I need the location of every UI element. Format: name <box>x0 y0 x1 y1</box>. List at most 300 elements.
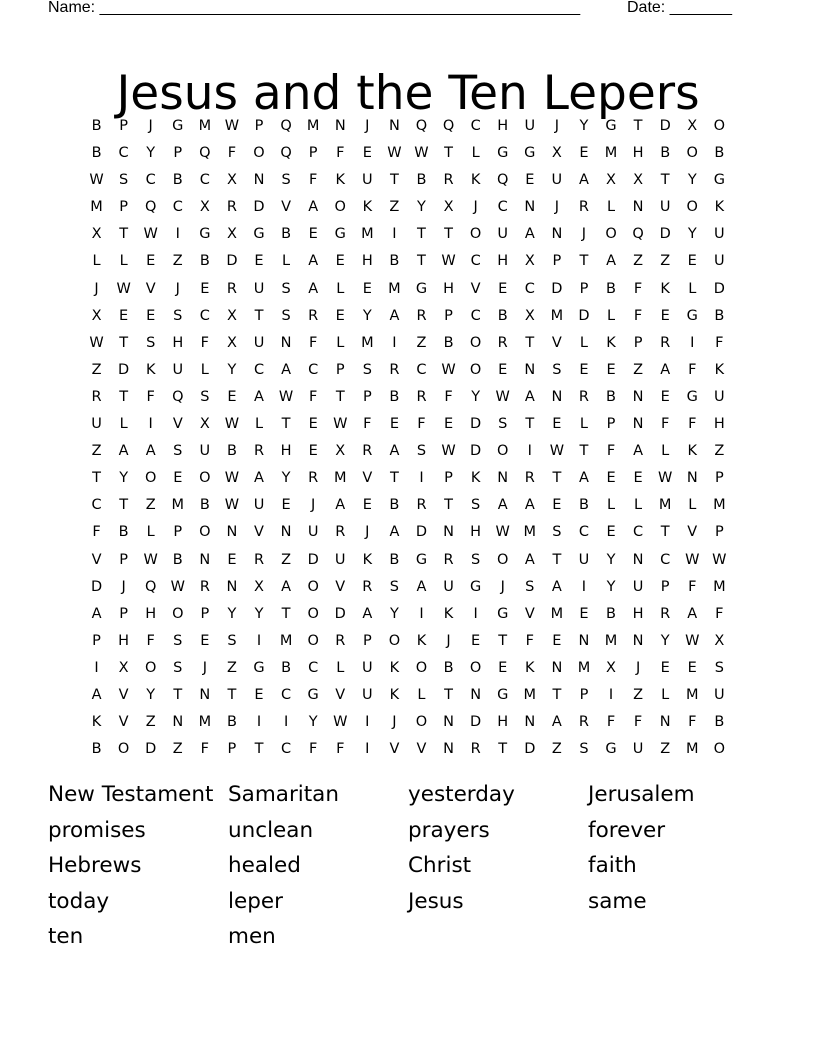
grid-letter[interactable]: Q <box>442 118 455 134</box>
grid-letter[interactable]: N <box>470 686 482 703</box>
grid-letter[interactable]: E <box>200 632 210 649</box>
grid-letter[interactable]: G <box>497 605 509 622</box>
grid-letter[interactable]: L <box>119 416 128 433</box>
grid-letter[interactable]: N <box>199 551 211 568</box>
grid-letter[interactable]: W <box>441 361 456 378</box>
grid-letter[interactable]: A <box>308 199 319 216</box>
grid-letter[interactable]: B <box>714 145 725 162</box>
grid-letter[interactable]: R <box>335 524 346 541</box>
grid-letter[interactable]: F <box>146 388 155 405</box>
grid-letter[interactable]: F <box>688 714 697 731</box>
grid-letter[interactable]: N <box>632 388 644 405</box>
grid-letter[interactable]: F <box>606 714 616 731</box>
grid-letter[interactable]: A <box>633 443 644 460</box>
grid-letter[interactable]: F <box>444 388 453 405</box>
grid-letter[interactable]: F <box>336 741 345 758</box>
grid-letter[interactable]: A <box>308 280 319 297</box>
grid-letter[interactable]: S <box>471 551 481 568</box>
grid-letter[interactable]: E <box>254 686 264 703</box>
grid-letter[interactable]: C <box>416 361 427 378</box>
grid-letter[interactable]: L <box>688 497 697 514</box>
grid-letter[interactable]: B <box>578 497 589 514</box>
grid-letter[interactable]: I <box>392 334 397 351</box>
grid-letter[interactable]: I <box>690 334 695 351</box>
grid-letter[interactable]: P <box>119 199 128 216</box>
grid-letter[interactable]: U <box>253 334 265 351</box>
grid-letter[interactable]: X <box>226 334 237 351</box>
grid-letter[interactable]: O <box>172 605 184 622</box>
grid-letter[interactable]: B <box>118 524 129 541</box>
grid-letter[interactable]: C <box>281 686 292 703</box>
grid-letter[interactable]: W <box>278 388 294 405</box>
grid-letter[interactable]: B <box>226 443 237 460</box>
grid-letter[interactable]: U <box>714 388 725 405</box>
grid-letter[interactable]: K <box>91 714 102 731</box>
grid-letter[interactable]: Z <box>281 551 292 568</box>
grid-letter[interactable]: G <box>713 172 725 189</box>
grid-letter[interactable]: I <box>581 578 587 595</box>
grid-letter[interactable]: L <box>282 253 291 270</box>
grid-letter[interactable]: U <box>659 199 671 216</box>
grid-letter[interactable]: W <box>414 145 429 162</box>
grid-letter[interactable]: S <box>389 578 399 595</box>
grid-letter[interactable]: R <box>416 307 427 324</box>
grid-letter[interactable]: W <box>224 416 240 433</box>
grid-letter[interactable]: B <box>389 497 400 514</box>
grid-letter[interactable]: X <box>199 199 210 216</box>
grid-letter[interactable]: W <box>143 551 158 568</box>
grid-letter[interactable]: H <box>713 416 725 433</box>
grid-letter[interactable]: P <box>119 118 128 134</box>
grid-letter[interactable]: A <box>524 226 535 243</box>
grid-letter[interactable]: T <box>633 118 643 134</box>
grid-letter[interactable]: D <box>226 253 238 270</box>
grid-letter[interactable]: U <box>578 551 590 568</box>
grid-letter[interactable]: G <box>307 686 319 703</box>
grid-letter[interactable]: S <box>281 172 291 189</box>
grid-letter[interactable]: V <box>416 741 427 758</box>
grid-letter[interactable]: E <box>200 280 210 297</box>
grid-letter[interactable]: K <box>470 470 481 487</box>
grid-letter[interactable]: B <box>226 714 237 731</box>
grid-letter[interactable]: L <box>336 334 345 351</box>
grid-letter[interactable]: T <box>119 334 129 351</box>
grid-letter[interactable]: P <box>227 741 237 758</box>
grid-letter[interactable]: T <box>498 741 508 758</box>
grid-letter[interactable]: W <box>712 551 727 568</box>
grid-letter[interactable]: N <box>632 632 644 649</box>
grid-letter[interactable]: Z <box>660 741 671 758</box>
grid-letter[interactable]: P <box>714 524 724 541</box>
grid-letter[interactable]: W <box>495 388 510 405</box>
grid-letter[interactable]: R <box>497 334 508 351</box>
grid-letter[interactable]: N <box>524 199 536 216</box>
grid-letter[interactable]: F <box>688 416 697 433</box>
grid-letter[interactable]: R <box>524 470 535 487</box>
grid-letter[interactable]: K <box>525 659 535 676</box>
grid-letter[interactable]: B <box>660 145 671 162</box>
grid-letter[interactable]: S <box>498 416 508 433</box>
grid-letter[interactable]: L <box>606 199 616 216</box>
grid-letter[interactable]: E <box>227 551 237 568</box>
grid-letter[interactable]: D <box>551 280 563 297</box>
grid-letter[interactable]: P <box>579 280 589 297</box>
grid-letter[interactable]: R <box>308 470 319 487</box>
grid-letter[interactable]: G <box>253 226 265 243</box>
grid-letter[interactable]: Z <box>551 741 562 758</box>
grid-letter[interactable]: U <box>362 659 373 676</box>
grid-letter[interactable]: C <box>470 253 481 270</box>
grid-letter[interactable]: O <box>713 741 726 758</box>
grid-letter[interactable]: C <box>172 199 183 216</box>
grid-letter[interactable]: R <box>335 632 346 649</box>
grid-letter[interactable]: X <box>714 632 725 649</box>
grid-letter[interactable]: G <box>172 118 184 134</box>
grid-letter[interactable]: B <box>199 253 210 270</box>
grid-letter[interactable]: P <box>173 145 183 162</box>
grid-letter[interactable]: A <box>497 497 508 514</box>
grid-letter[interactable]: Z <box>660 253 671 270</box>
grid-letter[interactable]: M <box>171 497 185 514</box>
grid-letter[interactable]: X <box>524 307 535 324</box>
grid-letter[interactable]: X <box>524 253 535 270</box>
grid-letter[interactable]: T <box>552 551 562 568</box>
grid-letter[interactable]: C <box>470 307 481 324</box>
grid-letter[interactable]: U <box>714 253 725 270</box>
grid-letter[interactable]: V <box>172 416 183 433</box>
grid-letter[interactable]: A <box>524 551 535 568</box>
grid-letter[interactable]: Z <box>714 443 725 460</box>
grid-letter[interactable]: U <box>632 741 644 758</box>
grid-letter[interactable]: S <box>281 280 291 297</box>
grid-letter[interactable]: S <box>552 524 562 541</box>
grid-letter[interactable]: M <box>333 470 347 487</box>
grid-letter[interactable]: L <box>119 253 128 270</box>
grid-letter[interactable]: T <box>525 416 535 433</box>
grid-letter[interactable]: Q <box>280 145 292 162</box>
grid-letter[interactable]: Y <box>227 361 237 378</box>
grid-letter[interactable]: T <box>579 443 589 460</box>
grid-letter[interactable]: F <box>200 741 210 758</box>
grid-letter[interactable]: S <box>362 361 372 378</box>
grid-letter[interactable]: W <box>685 551 700 568</box>
grid-letter[interactable]: A <box>335 497 346 514</box>
grid-letter[interactable]: H <box>470 524 482 541</box>
grid-letter[interactable]: R <box>578 714 589 731</box>
grid-letter[interactable]: G <box>415 551 428 568</box>
grid-letter[interactable]: W <box>116 280 131 297</box>
grid-letter[interactable]: S <box>200 388 210 405</box>
grid-letter[interactable]: P <box>92 632 101 649</box>
grid-letter[interactable]: B <box>443 334 454 351</box>
grid-letter[interactable]: G <box>253 659 265 676</box>
grid-letter[interactable]: U <box>497 226 509 243</box>
grid-letter[interactable]: K <box>362 551 373 568</box>
grid-letter[interactable]: A <box>118 443 129 460</box>
grid-letter[interactable]: R <box>253 443 265 460</box>
grid-letter[interactable]: T <box>444 145 453 162</box>
grid-letter[interactable]: S <box>227 632 237 649</box>
grid-letter[interactable]: A <box>687 605 698 622</box>
grid-letter[interactable]: E <box>687 659 697 676</box>
grid-letter[interactable]: N <box>334 118 346 134</box>
grid-letter[interactable]: E <box>308 416 318 433</box>
grid-letter[interactable]: L <box>661 686 670 703</box>
grid-letter[interactable]: W <box>143 226 158 243</box>
grid-letter[interactable]: M <box>604 145 618 162</box>
grid-letter[interactable]: V <box>91 551 102 568</box>
grid-letter[interactable]: O <box>199 470 211 487</box>
grid-letter[interactable]: J <box>554 118 559 134</box>
grid-letter[interactable]: L <box>417 686 426 703</box>
grid-letter[interactable]: F <box>661 416 670 433</box>
grid-letter[interactable]: M <box>198 118 212 134</box>
grid-letter[interactable]: M <box>361 226 374 243</box>
grid-letter[interactable]: E <box>308 226 318 243</box>
grid-letter[interactable]: Y <box>606 578 616 595</box>
grid-letter[interactable]: C <box>199 172 210 189</box>
grid-letter[interactable]: N <box>551 659 563 676</box>
grid-letter[interactable]: Y <box>146 145 156 162</box>
grid-letter[interactable]: Y <box>281 470 291 487</box>
grid-letter[interactable]: W <box>89 334 104 351</box>
grid-letter[interactable]: F <box>92 524 101 541</box>
grid-letter[interactable]: U <box>91 416 102 433</box>
grid-letter[interactable]: R <box>578 199 589 216</box>
grid-letter[interactable]: O <box>307 605 319 622</box>
grid-letter[interactable]: W <box>441 253 456 270</box>
grid-letter[interactable]: J <box>635 659 641 676</box>
grid-letter[interactable]: P <box>200 605 210 622</box>
grid-letter[interactable]: M <box>523 686 537 703</box>
grid-letter[interactable]: F <box>525 632 534 649</box>
grid-letter[interactable]: Y <box>687 172 697 189</box>
grid-letter[interactable]: M <box>658 497 672 514</box>
grid-letter[interactable]: Q <box>199 145 211 162</box>
grid-letter[interactable]: H <box>172 334 184 351</box>
grid-letter[interactable]: L <box>200 361 209 378</box>
grid-letter[interactable]: P <box>308 145 318 162</box>
grid-letter[interactable]: W <box>89 172 104 189</box>
grid-letter[interactable]: D <box>578 307 590 324</box>
grid-letter[interactable]: L <box>579 416 588 433</box>
grid-letter[interactable]: J <box>581 226 587 243</box>
grid-letter[interactable]: T <box>660 524 670 541</box>
grid-letter[interactable]: T <box>498 632 508 649</box>
grid-letter[interactable]: C <box>145 172 156 189</box>
grid-letter[interactable]: E <box>335 307 345 324</box>
grid-letter[interactable]: B <box>416 172 427 189</box>
grid-letter[interactable]: M <box>604 632 618 649</box>
grid-letter[interactable]: S <box>579 741 589 758</box>
grid-letter[interactable]: T <box>254 741 264 758</box>
grid-letter[interactable]: M <box>388 280 401 297</box>
grid-letter[interactable]: N <box>226 524 238 541</box>
grid-letter[interactable]: B <box>172 551 183 568</box>
grid-letter[interactable]: O <box>497 443 509 460</box>
grid-letter[interactable]: Q <box>497 172 509 189</box>
grid-letter[interactable]: V <box>254 524 264 541</box>
grid-letter[interactable]: V <box>389 741 400 758</box>
grid-letter[interactable]: F <box>200 334 210 351</box>
grid-letter[interactable]: R <box>91 388 102 405</box>
grid-letter[interactable]: R <box>470 741 481 758</box>
grid-letter[interactable]: P <box>606 416 616 433</box>
grid-letter[interactable]: L <box>634 497 643 514</box>
grid-letter[interactable]: F <box>633 714 643 731</box>
grid-letter[interactable]: J <box>554 199 559 216</box>
grid-letter[interactable]: K <box>145 361 156 378</box>
grid-letter[interactable]: F <box>688 578 697 595</box>
grid-letter[interactable]: W <box>685 632 700 649</box>
grid-letter[interactable]: Q <box>144 578 157 595</box>
grid-letter[interactable]: O <box>469 334 482 351</box>
grid-letter[interactable]: U <box>714 686 725 703</box>
grid-letter[interactable]: T <box>119 497 129 514</box>
grid-letter[interactable]: F <box>417 416 426 433</box>
grid-letter[interactable]: D <box>659 118 671 134</box>
grid-letter[interactable]: E <box>498 361 508 378</box>
grid-letter[interactable]: R <box>660 334 671 351</box>
grid-letter[interactable]: S <box>173 632 183 649</box>
grid-letter[interactable]: T <box>389 470 399 487</box>
grid-letter[interactable]: E <box>146 253 156 270</box>
grid-letter[interactable]: O <box>469 226 482 243</box>
grid-letter[interactable]: T <box>660 172 670 189</box>
grid-letter[interactable]: I <box>365 714 370 731</box>
grid-letter[interactable]: Z <box>416 334 427 351</box>
grid-letter[interactable]: H <box>497 714 509 731</box>
grid-letter[interactable]: B <box>606 605 616 622</box>
grid-letter[interactable]: S <box>416 443 427 460</box>
grid-letter[interactable]: T <box>417 253 426 270</box>
grid-letter[interactable]: F <box>715 334 724 351</box>
grid-letter[interactable]: J <box>121 578 126 595</box>
grid-letter[interactable]: A <box>91 686 102 703</box>
grid-letter[interactable]: O <box>415 714 428 731</box>
grid-letter[interactable]: V <box>470 280 481 297</box>
grid-letter[interactable]: T <box>335 388 345 405</box>
grid-letter[interactable]: O <box>605 226 617 243</box>
grid-letter[interactable]: O <box>713 118 726 134</box>
grid-letter[interactable]: R <box>389 361 400 378</box>
grid-letter[interactable]: R <box>253 551 265 568</box>
grid-letter[interactable]: P <box>660 578 670 595</box>
grid-letter[interactable]: N <box>632 199 644 216</box>
grid-letter[interactable]: E <box>660 388 670 405</box>
grid-letter[interactable]: M <box>713 497 726 514</box>
grid-letter[interactable]: O <box>469 659 482 676</box>
grid-letter[interactable]: O <box>307 632 319 649</box>
grid-letter[interactable]: T <box>227 686 237 703</box>
grid-letter[interactable]: J <box>365 524 370 541</box>
grid-letter[interactable]: Q <box>415 118 428 134</box>
grid-letter[interactable]: W <box>170 578 185 595</box>
grid-letter[interactable]: R <box>443 551 454 568</box>
grid-letter[interactable]: W <box>387 145 402 162</box>
grid-letter[interactable]: N <box>253 172 265 189</box>
grid-letter[interactable]: S <box>471 497 481 514</box>
grid-letter[interactable]: E <box>552 416 562 433</box>
grid-letter[interactable]: K <box>714 361 725 378</box>
grid-letter[interactable]: F <box>308 172 318 189</box>
grid-letter[interactable]: L <box>336 280 345 297</box>
grid-letter[interactable]: S <box>714 659 724 676</box>
grid-letter[interactable]: T <box>119 226 129 243</box>
grid-letter[interactable]: D <box>145 741 157 758</box>
grid-letter[interactable]: I <box>473 605 478 622</box>
grid-letter[interactable]: O <box>334 199 346 216</box>
grid-letter[interactable]: Q <box>144 199 157 216</box>
grid-letter[interactable]: M <box>306 118 320 134</box>
grid-letter[interactable]: W <box>658 470 673 487</box>
grid-letter[interactable]: G <box>605 118 617 134</box>
grid-letter[interactable]: F <box>633 307 643 324</box>
grid-letter[interactable]: E <box>119 307 129 324</box>
grid-letter[interactable]: A <box>578 172 589 189</box>
grid-letter[interactable]: M <box>686 741 699 758</box>
grid-letter[interactable]: X <box>606 172 616 189</box>
grid-letter[interactable]: I <box>256 714 262 731</box>
grid-letter[interactable]: T <box>119 388 129 405</box>
grid-letter[interactable]: P <box>119 605 128 622</box>
grid-letter[interactable]: A <box>145 443 156 460</box>
grid-letter[interactable]: N <box>443 714 454 731</box>
grid-letter[interactable]: I <box>365 741 370 758</box>
grid-letter[interactable]: R <box>226 280 237 297</box>
grid-letter[interactable]: B <box>389 253 400 270</box>
grid-letter[interactable]: P <box>579 686 589 703</box>
grid-letter[interactable]: C <box>633 524 644 541</box>
grid-letter[interactable]: Q <box>280 118 292 134</box>
grid-letter[interactable]: A <box>281 578 292 595</box>
grid-letter[interactable]: W <box>549 443 565 460</box>
grid-letter[interactable]: Z <box>91 361 102 378</box>
grid-letter[interactable]: F <box>227 145 237 162</box>
grid-letter[interactable]: K <box>362 199 373 216</box>
grid-letter[interactable]: V <box>118 714 129 731</box>
grid-letter[interactable]: F <box>146 632 155 649</box>
grid-letter[interactable]: X <box>226 226 237 243</box>
grid-letter[interactable]: E <box>660 307 670 324</box>
grid-letter[interactable]: E <box>146 307 156 324</box>
grid-letter[interactable]: C <box>118 145 129 162</box>
grid-letter[interactable]: E <box>443 416 454 433</box>
grid-letter[interactable]: E <box>525 172 535 189</box>
grid-letter[interactable]: N <box>388 118 400 134</box>
grid-letter[interactable]: P <box>254 118 264 134</box>
grid-letter[interactable]: C <box>91 497 102 514</box>
grid-letter[interactable]: J <box>311 497 316 514</box>
grid-letter[interactable]: O <box>117 741 130 758</box>
grid-letter[interactable]: P <box>173 524 183 541</box>
grid-letter[interactable]: Z <box>633 686 644 703</box>
grid-letter[interactable]: M <box>686 686 699 703</box>
grid-letter[interactable]: U <box>172 361 184 378</box>
grid-letter[interactable]: N <box>578 632 590 649</box>
grid-letter[interactable]: F <box>715 605 724 622</box>
grid-letter[interactable]: B <box>91 118 102 134</box>
grid-letter[interactable]: L <box>146 524 155 541</box>
grid-letter[interactable]: R <box>362 443 373 460</box>
grid-letter[interactable]: Q <box>632 226 644 243</box>
grid-letter[interactable]: O <box>686 145 698 162</box>
grid-letter[interactable]: N <box>226 578 238 595</box>
grid-letter[interactable]: I <box>256 632 262 649</box>
grid-letter[interactable]: D <box>118 361 130 378</box>
grid-letter[interactable]: E <box>227 388 237 405</box>
grid-letter[interactable]: N <box>497 470 509 487</box>
